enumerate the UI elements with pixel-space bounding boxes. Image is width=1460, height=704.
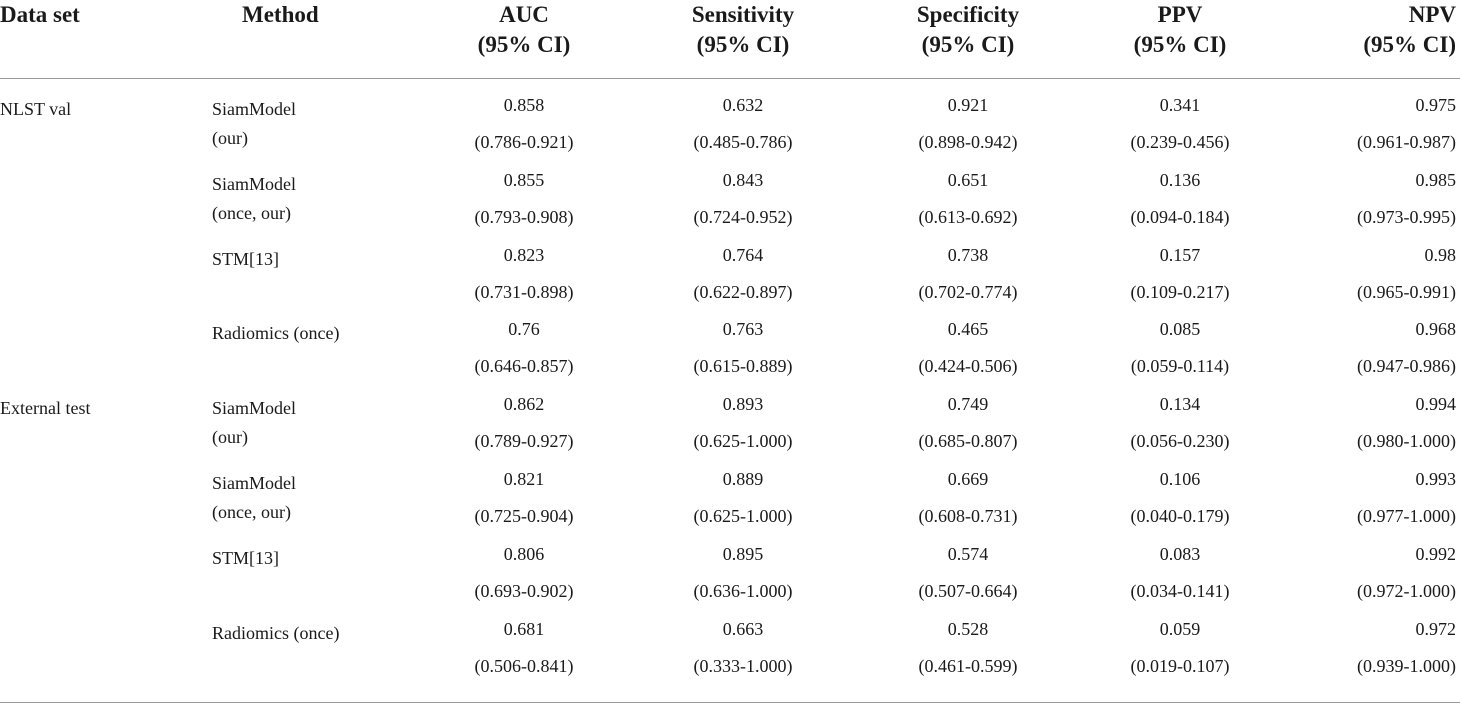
cell-sens-value: 0.632: [722, 95, 764, 115]
cell-spec-value: 0.749: [947, 394, 989, 415]
method-line: (our): [212, 128, 248, 148]
cell-auc-value: 0.821: [503, 469, 545, 489]
cell-spec-ci: (0.702-0.774): [918, 281, 1018, 302]
cell-ppv-value: 0.134: [1159, 394, 1201, 415]
cell-sens-ci: (0.622-0.897): [693, 281, 793, 302]
cell-auc-ci: (0.789-0.927): [474, 431, 574, 452]
method-line: SiamModel: [212, 99, 296, 119]
cell-npv-value: 0.968: [1415, 319, 1456, 340]
method-line: SiamModel: [212, 398, 296, 419]
header-ppv: PPV (95% CI): [1133, 2, 1227, 57]
cell-method: [212, 469, 296, 527]
cell-spec-ci: (0.898-0.942): [918, 132, 1018, 152]
cell-npv-ci: (0.947-0.986): [1357, 356, 1456, 377]
cell-ppv-ci: (0.059-0.114): [1130, 356, 1230, 377]
cell-ppv-ci: (0.056-0.230): [1130, 431, 1230, 452]
method-line: Radiomics (once): [212, 323, 340, 344]
cell-npv-ci: (0.965-0.991): [1357, 281, 1456, 302]
table-row: [0, 469, 1460, 543]
method-line: STM[13]: [212, 248, 279, 269]
cell-ppv-ci: (0.094-0.184): [1130, 206, 1230, 227]
cell-npv-ci: (0.980-1.000): [1357, 431, 1456, 452]
cell-npv-value: 0.993: [1415, 469, 1456, 489]
method-line: (once, our): [212, 202, 291, 223]
cell-auc-value: 0.823: [503, 244, 545, 265]
cell-ppv-value: 0.157: [1159, 244, 1201, 265]
cell-auc-value: 0.855: [503, 169, 545, 190]
cell-method: [212, 245, 279, 274]
cell-ppv-ci: (0.034-0.141): [1130, 580, 1230, 601]
cell-spec-value: 0.669: [947, 469, 989, 489]
cell-spec-value: 0.651: [947, 169, 989, 190]
method-line: Radiomics (once): [212, 622, 340, 643]
cell-method: [212, 95, 296, 153]
cell-ppv-value: 0.136: [1159, 169, 1201, 190]
header-auc: AUC (95% CI): [477, 2, 571, 57]
cell-auc-value: 0.681: [503, 618, 545, 639]
cell-sens-value: 0.889: [722, 469, 764, 489]
cell-auc-ci: (0.646-0.857): [474, 356, 574, 377]
cell-npv-ci: (0.961-0.987): [1357, 132, 1456, 152]
cell-method: [212, 619, 339, 648]
cell-method: [212, 170, 296, 228]
cell-spec-ci: (0.613-0.692): [918, 206, 1018, 227]
table-row: [0, 170, 1460, 244]
cell-auc-value: 0.806: [503, 543, 545, 564]
cell-sens-ci: (0.625-1.000): [693, 506, 793, 526]
cell-npv-value: 0.985: [1415, 169, 1456, 190]
cell-ppv-value: 0.341: [1159, 95, 1201, 115]
cell-spec-ci: (0.608-0.731): [918, 506, 1018, 526]
cell-auc-ci: (0.506-0.841): [474, 655, 574, 676]
cell-sens-ci: (0.615-0.889): [693, 356, 793, 377]
cell-auc-ci: (0.786-0.921): [474, 132, 574, 152]
cell-sens-value: 0.895: [722, 543, 764, 564]
cell-sens-ci: (0.333-1.000): [693, 655, 793, 676]
cell-sens-value: 0.893: [722, 394, 764, 415]
cell-npv-value: 0.98: [1424, 244, 1456, 265]
cell-spec-ci: (0.461-0.599): [918, 655, 1018, 676]
table-row: [0, 245, 1460, 319]
cell-spec-value: 0.528: [947, 618, 989, 639]
cell-auc-value: 0.76: [508, 319, 540, 340]
method-line: (once, our): [212, 502, 291, 522]
bottom-rule: [0, 702, 1460, 703]
cell-spec-ci: (0.685-0.807): [918, 431, 1018, 452]
cell-sens-value: 0.663: [722, 618, 764, 639]
header-npv: NPV (95% CI): [1363, 2, 1456, 57]
cell-ppv-value: 0.106: [1159, 469, 1201, 489]
cell-auc-value: 0.862: [503, 394, 545, 415]
cell-sens-ci: (0.636-1.000): [693, 580, 793, 601]
cell-npv-value: 0.972: [1415, 618, 1456, 639]
cell-spec-ci: (0.507-0.664): [918, 580, 1018, 601]
cell-ppv-value: 0.083: [1159, 543, 1201, 564]
header-dataset: Data set: [0, 2, 80, 27]
header-method: Method: [242, 2, 319, 27]
header-specificity: Specificity (95% CI): [916, 2, 1020, 57]
cell-spec-ci: (0.424-0.506): [918, 356, 1018, 377]
table-row: [0, 319, 1460, 393]
cell-ppv-ci: (0.109-0.217): [1130, 281, 1230, 302]
table-row: [0, 544, 1460, 618]
table-header: [0, 0, 1460, 79]
cell-method: [212, 544, 279, 573]
cell-dataset: External test: [0, 398, 91, 419]
cell-npv-ci: (0.939-1.000): [1357, 655, 1456, 676]
cell-sens-value: 0.843: [722, 169, 764, 190]
cell-method: [212, 319, 339, 348]
cell-dataset: NLST val: [0, 99, 72, 119]
cell-auc-ci: (0.693-0.902): [474, 580, 574, 601]
table-row: [0, 619, 1460, 693]
cell-ppv-value: 0.085: [1159, 319, 1201, 340]
method-line: SiamModel: [212, 473, 296, 493]
cell-ppv-ci: (0.239-0.456): [1130, 132, 1230, 152]
cell-method: [212, 394, 296, 452]
cell-npv-ci: (0.977-1.000): [1357, 506, 1456, 526]
cell-sens-ci: (0.485-0.786): [693, 132, 793, 152]
cell-auc-ci: (0.793-0.908): [474, 206, 574, 227]
cell-spec-value: 0.465: [947, 319, 989, 340]
table-row: [0, 394, 1460, 468]
cell-sens-value: 0.763: [722, 319, 764, 340]
cell-spec-value: 0.921: [947, 95, 989, 115]
cell-ppv-ci: (0.019-0.107): [1130, 655, 1230, 676]
method-line: SiamModel: [212, 173, 296, 194]
header-sensitivity: Sensitivity (95% CI): [691, 2, 795, 57]
cell-ppv-ci: (0.040-0.179): [1130, 506, 1230, 526]
cell-spec-value: 0.738: [947, 244, 989, 265]
cell-sens-value: 0.764: [722, 244, 764, 265]
cell-spec-value: 0.574: [947, 543, 989, 564]
cell-auc-value: 0.858: [503, 95, 545, 115]
cell-sens-ci: (0.625-1.000): [693, 431, 793, 452]
method-line: (our): [212, 427, 248, 448]
cell-auc-ci: (0.725-0.904): [474, 506, 574, 526]
cell-npv-value: 0.992: [1415, 543, 1456, 564]
table-row: [0, 95, 1460, 169]
cell-auc-ci: (0.731-0.898): [474, 281, 574, 302]
cell-npv-ci: (0.972-1.000): [1357, 580, 1456, 601]
cell-ppv-value: 0.059: [1159, 618, 1201, 639]
cell-npv-value: 0.994: [1415, 394, 1456, 415]
cell-npv-value: 0.975: [1415, 95, 1456, 115]
cell-sens-ci: (0.724-0.952): [693, 206, 793, 227]
method-line: STM[13]: [212, 547, 279, 568]
cell-npv-ci: (0.973-0.995): [1357, 206, 1456, 227]
